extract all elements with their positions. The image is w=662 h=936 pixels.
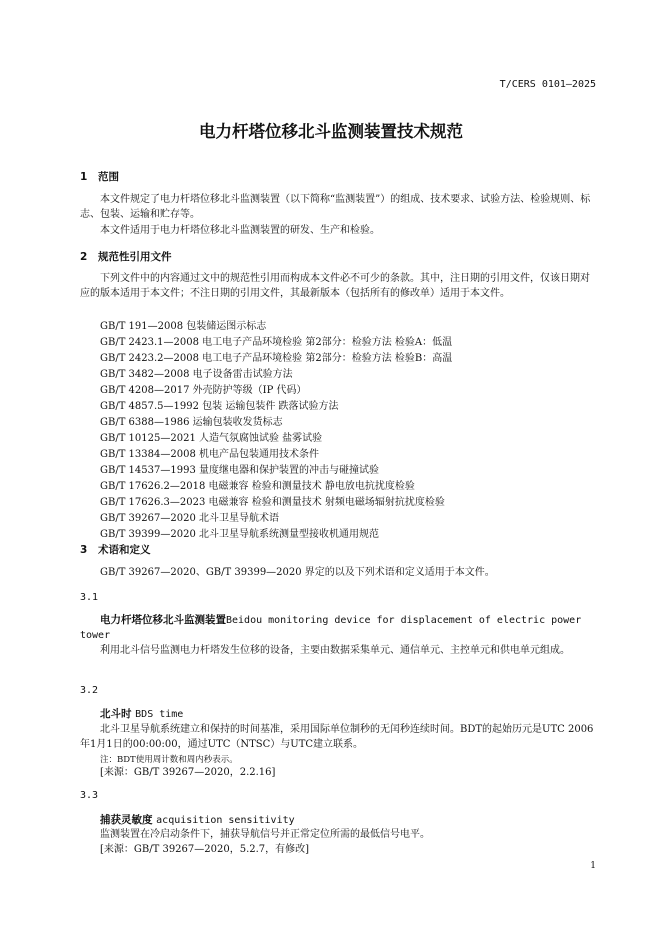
term-source: [来源：GB/T 39267—2020，5.2.7，有修改]: [100, 844, 310, 855]
term-name-en: Beidou monitoring device for displacement of electric power tower: [80, 615, 582, 641]
paragraph: 本文件适用于电力杆塔位移北斗监测装置的研发、生产和检验。: [100, 225, 380, 236]
paragraph: 下列文件中的内容通过文中的规范性引用而构成本文件必不可少的条款。其中，注日期的引用文件，仅该日期对应的版本适用于本文件；不注日期的引用文件，其最新版本（包括所有的修改单）适用于本文件。: [80, 273, 590, 299]
section-2-heading: [80, 249, 172, 264]
term-name-en: BDS time: [135, 709, 184, 720]
term-definition: 利用北斗信号监测电力杆塔发生位移的设备，主要由数据采集单元、通信单元、主控单元和供电单元组成。: [100, 645, 570, 656]
reference-item: GB/T 4208—2017 外壳防护等级（IP 代码）: [100, 385, 307, 396]
section-title: 范围: [98, 171, 119, 183]
section-3-heading: [80, 542, 151, 557]
term-entry: [100, 812, 295, 827]
reference-item: GB/T 14537—1993 量度继电器和保护装置的冲击与碰撞试验: [100, 465, 379, 476]
paragraph: GB/T 39267—2020、GB/T 39399—2020 界定的以及下列术语和定义适用于本文件。: [100, 567, 495, 578]
reference-item: GB/T 39267—2020 北斗卫星导航术语: [100, 513, 279, 524]
term-number: 3.2: [80, 685, 99, 696]
term-number: 3.3: [80, 790, 99, 801]
reference-item: GB/T 17626.2—2018 电磁兼容 检验和测量技术 静电放电抗扰度检验: [100, 481, 415, 492]
reference-item: GB/T 10125—2021 人造气氛腐蚀试验 盐雾试验: [100, 433, 323, 444]
term-definition: 北斗卫星导航系统建立和保持的时间基准，采用国际单位制秒的无闰秒连续时间。BDT的起始历元是UTC 2006年1月1日的00:00:00，通过UTC（NTSC）与UTC建立联系。: [80, 724, 594, 750]
paragraph: 本文件规定了电力杆塔位移北斗监测装置（以下简称“监测装置”）的组成、技术要求、试验方法、检验规则、标志、包装、运输和贮存等。: [80, 194, 591, 220]
reference-item: GB/T 39399—2020 北斗卫星导航系统测量型接收机通用规范: [100, 529, 379, 540]
term-number: 3.1: [80, 592, 99, 603]
section-1-heading: [80, 169, 119, 184]
term-note: 注：BDT使用周计数和周内秒表示。: [100, 755, 238, 765]
term-source: [来源：GB/T 39267—2020，2.2.16]: [100, 767, 276, 778]
reference-item: GB/T 4857.5—1992 包装 运输包装件 跌落试验方法: [100, 401, 339, 412]
section-title: 术语和定义: [98, 544, 151, 556]
reference-item: GB/T 17626.3—2023 电磁兼容 检验和测量技术 射频电磁场辐射抗扰度检验: [100, 497, 445, 508]
section-number: 1: [80, 171, 88, 183]
reference-list: [100, 319, 452, 543]
reference-item: GB/T 2423.2—2008 电工电子产品环境检验 第2部分：检验方法 检验B：高温: [100, 353, 453, 364]
page-number: 1: [590, 861, 596, 871]
term-name-en: acquisition sensitivity: [156, 815, 295, 826]
term-name-cn: 北斗时: [100, 708, 132, 720]
section-title: 规范性引用文件: [98, 251, 172, 263]
reference-item: GB/T 2423.1—2008 电工电子产品环境检验 第2部分：检验方法 检验A：低温: [100, 337, 453, 348]
term-entry: [100, 706, 183, 721]
reference-item: GB/T 6388—1986 运输包装收发货标志: [100, 417, 283, 428]
term-name-cn: 捕获灵敏度: [100, 814, 153, 826]
document-title: 电力杆塔位移北斗监测装置技术规范: [199, 122, 463, 141]
section-number: 2: [80, 251, 88, 263]
term-definition: 监测装置在冷启动条件下，捕获导航信号并正常定位所需的最低信号电平。: [100, 829, 430, 840]
standard-code: T/CERS 0101—2025: [499, 79, 596, 90]
reference-item: GB/T 3482—2008 电子设备雷击试验方法: [100, 369, 293, 380]
term-name-cn: 电力杆塔位移北斗监测装置: [100, 614, 226, 626]
section-number: 3: [80, 544, 88, 556]
reference-item: GB/T 13384—2008 机电产品包装通用技术条件: [100, 449, 319, 460]
term-entry: [80, 613, 599, 643]
reference-item: GB/T 191—2008 包装储运图示标志: [100, 321, 267, 332]
